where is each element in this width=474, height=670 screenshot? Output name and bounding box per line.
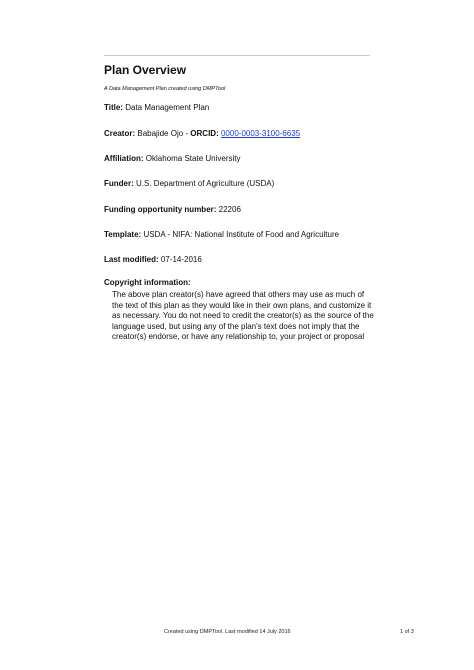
title-field [104,103,209,113]
last-modified-label: Last modified: [104,255,159,264]
copyright-text: The above plan creator(s) have agreed that others may use as much of the text of this plan as they would like in their own plans, and customize it as necessary. You do not need to credit the creator(s) as the source of the language used, but using any of the plan's text does not imply that the creator(s) endorse, or have any relationship to, your project or proposal [112,290,374,342]
last-modified-field [104,255,202,265]
template-value: USDA - NIFA: National Institute of Food and Agriculture [143,230,340,239]
orcid-label: ORCID: [190,129,219,138]
page-title: Plan Overview [104,63,187,77]
affiliation-field [104,154,240,164]
funder-value: U.S. Department of Agriculture (USDA) [136,179,275,188]
affiliation-label: Affiliation: [104,154,144,163]
last-modified-value: 07-14-2016 [160,255,202,264]
funder-label: Funder: [104,179,134,188]
plan-overview-section [104,63,374,342]
template-label: Template: [104,230,142,239]
title-value: Data Management Plan [125,103,210,112]
affiliation-value: Oklahoma State University [145,154,241,163]
creator-value: Babajide Ojo - [137,129,189,138]
funder-field [104,179,274,189]
title-label: Title: [104,103,123,112]
template-field [104,230,339,240]
page-subtitle: A Data Management Plan created using DMPTool [104,86,226,92]
page-number: 1 of 3 [400,629,414,635]
copyright-label: Copyright information: [104,278,191,287]
funding-opportunity-field [104,205,241,215]
funding-opportunity-value: 22206 [218,205,241,214]
funding-opportunity-label: Funding opportunity number: [104,205,217,214]
footer-text: Created using DMPTool. Last modified 14 July 2016 [164,629,291,635]
orcid-link[interactable]: 0000-0003-3100-6635 [220,129,301,138]
top-divider [104,55,370,56]
creator-field [104,129,300,139]
creator-label: Creator: [104,129,136,138]
